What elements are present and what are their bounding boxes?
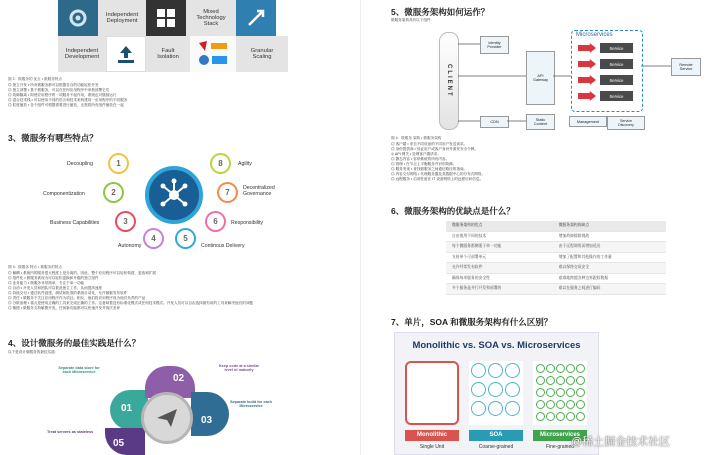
identity-label: Identity Provider	[487, 41, 502, 49]
practice-label-01: Separate data store for each Microservice	[58, 366, 100, 374]
table-cell: 由于远程调用而增加延迟	[553, 242, 666, 253]
q6-heading: 6、微服务架构的优缺点是什么？	[391, 206, 515, 216]
tile-development	[58, 36, 106, 72]
q3-heading: 3、微服务有哪些特点？	[8, 133, 98, 143]
table-cell: 自由使用不同的技术	[446, 231, 553, 242]
tile-technology-label: Mixed Technology Stack	[196, 9, 226, 27]
feature-label-7: Decentralized Governance	[243, 185, 275, 197]
tile-isolation	[146, 36, 190, 72]
practice-num-01: 01	[121, 403, 133, 414]
fig2-line: ◎ 独立开发 • 所有微服务都可以根据各自的功能轻松开发	[8, 83, 99, 87]
tile-icon-gear	[58, 0, 98, 36]
fig4-line: ◎ 静态内容 • 容纳系统的所有内容。	[391, 157, 450, 161]
service-box	[600, 59, 633, 69]
fig2-line: ◎ 混合技术栈 • 可以使用不同的语言和技术来构建同一应用程序的不同服务	[8, 98, 128, 102]
fig4-line: ◎ 服务发现 • 查找微服务之间通信路径的指南。	[391, 167, 468, 171]
service-label: Service	[609, 77, 624, 83]
microservices-shape	[533, 361, 587, 425]
feature-label-2: Componentization	[43, 191, 85, 197]
feature-num-2: 2	[105, 184, 122, 201]
management-box	[569, 116, 607, 127]
center-hub	[145, 166, 203, 224]
table-cell: 每个微服务都侧重于单一功能	[446, 242, 553, 253]
fig2-line: ◎ 独立部署 • 基于微服务，可以在任何应用程序中单独部署它们	[8, 88, 110, 92]
feature-num-6: 6	[207, 213, 224, 230]
practices-figure	[47, 360, 295, 455]
table-cell: 增加了配置和其他操作的工作量	[553, 252, 666, 263]
table-cell: 支持单个可部署单元	[446, 252, 553, 263]
tile-icon-tech-logos	[190, 36, 236, 72]
fig3-line: ◎ 分散治理 • 重点是使用正确的工具来完成正确的工作。这意味着没有标准化模式或任何技术模式。开发人员可以自由选择最有用的工具来解决他们的问题	[8, 301, 254, 305]
fig4-line: ◎ 身份提供商 • 验证用户或客户身份并颁发安全令牌。	[391, 147, 478, 151]
fig3-line: ◎ 持续交付 • 通过软件创建，测试和批准的系统自动化，允许频繁发布软件	[8, 291, 128, 295]
features-figure	[43, 148, 325, 258]
tile-deployment-label: Independent Deployment	[105, 12, 139, 24]
feature-label-3: Business Capabilities	[50, 220, 100, 226]
fig2-caption: 图 2：微服务的 优点 • 微服务特点	[8, 77, 62, 81]
tile-deployment	[98, 0, 146, 36]
feature-num-1: 1	[110, 155, 127, 172]
grid-icon	[155, 7, 177, 29]
fig2-list	[8, 83, 338, 108]
upload-icon	[115, 43, 137, 65]
fig3-line: ◎ 敏捷 • 微服务支持敏捷开发。任何新功能都可以快速开发并再次丢弃	[8, 306, 121, 310]
fig4-list	[391, 142, 691, 182]
tile-scaling	[236, 36, 288, 72]
service-box	[600, 91, 633, 101]
practice-num-02: 02	[173, 373, 185, 384]
practice-label-05: Treat servers as stateless	[47, 430, 94, 434]
feature-label-5: Continous Delivery	[201, 243, 245, 249]
practice-label-03: Separate build for each Microservice	[230, 400, 272, 408]
table-cell: 难以在服务之间进行编码	[553, 284, 666, 295]
feature-label-4: Autonomy	[118, 243, 142, 249]
practice-num-05: 05	[113, 438, 125, 449]
table-row	[446, 252, 666, 263]
fig4-line: ◎ 内容交付网络 • 代理服务器及其数据中心的分布式网络。	[391, 172, 486, 176]
fig3-line: ◎ 自治 • 开发人员和团队可以彼此独立工作，从而提高速度	[8, 286, 103, 290]
fig3-list	[8, 271, 344, 311]
fig3-line: ◎ 解耦 • 系统内的服务很大程度上是分离的。因此，整个应用程序可以轻松构建，更改和扩展	[8, 271, 157, 275]
remote-service-label: Remote Service	[679, 63, 693, 71]
tile-development-label: Independent Development	[64, 48, 100, 60]
table-header-cell: 微服务架构的优点	[446, 221, 553, 231]
microservices-title: Microservices	[576, 32, 613, 38]
api-gateway-label: API Gateway	[533, 74, 548, 82]
service-box	[600, 43, 633, 53]
fig2-line: ◎ 故障隔离 • 即使应用程序的一项服务不起作用，系统也可继续运行	[8, 93, 117, 97]
q4-intro: 以下是设计微服务的最佳实践：	[8, 350, 59, 354]
microservices-group	[571, 30, 643, 112]
soa-shape	[469, 361, 523, 425]
service-box	[600, 75, 633, 85]
q7-heading: 7、单片，SOA 和微服务架构有什么区别？	[391, 317, 553, 327]
table-header-row	[446, 221, 666, 231]
gear-icon	[66, 6, 90, 30]
fig3-line: ◎ 业务能力 • 微服务非常简单，专注于单一功能	[8, 281, 85, 285]
tech-logos-icon	[195, 39, 231, 69]
tile-isolation-label: Fault Isolation	[157, 48, 179, 60]
resize-icon	[245, 7, 267, 29]
fig4-line: ◎ API 网关 • 处理客户端请求。	[391, 152, 441, 156]
practice-num-03: 03	[201, 415, 213, 426]
fig4-caption: 图 4：微服务 架构 • 微服务架构	[391, 136, 442, 140]
practice-arc-03	[191, 392, 229, 436]
feature-label-6: Responsibility	[231, 220, 264, 226]
feature-num-7: 7	[219, 184, 236, 201]
feature-num-8: 8	[212, 155, 229, 172]
microservices-label: Microservices	[533, 430, 587, 441]
q4-heading: 4、设计微服务的最佳实践是什么？	[8, 338, 141, 348]
tile-icon-resize	[236, 0, 276, 36]
fig3-line: ◎ 组件化 • 微服务被视为可以轻松更换和升级的独立组件	[8, 276, 99, 280]
tile-technology	[186, 0, 236, 36]
service-label: Service	[609, 61, 624, 67]
paper-plane-icon	[155, 406, 179, 430]
comparison-title: Monolithic vs. SOA vs. Microservices	[412, 340, 581, 351]
table-header-cell: 微服务架构的缺点	[553, 221, 666, 231]
practice-hub	[141, 392, 193, 444]
service-label: Service	[609, 45, 624, 51]
soa-label: SOA	[469, 430, 523, 441]
q5-intro: 微服务架构具有以下组件：	[391, 18, 435, 22]
tile-icon-grid	[146, 0, 186, 36]
table-row	[446, 242, 666, 253]
tile-scaling-label: Granular Scaling	[250, 48, 274, 60]
fig2-line: ◎ 粒度缩放 • 各个组件可根据需要进行缩放，无需将所有组件缩放在一起	[8, 103, 124, 107]
feature-label-8: Agility	[238, 161, 252, 167]
table-cell: 确保每项服务的安全性	[446, 273, 553, 284]
soa-sub: Coarse-grained	[478, 444, 514, 450]
practice-arc-05	[105, 428, 145, 455]
static-content-label: Static Content	[533, 118, 548, 126]
right-page	[360, 0, 720, 455]
fig4-line: ◎ 管理 • 在节点上平衡服务并识别故障。	[391, 162, 457, 166]
network-hub-icon	[157, 178, 191, 212]
fig3-caption: 图 3：微服务 特点 • 微服务的特点	[8, 265, 62, 269]
table-cell: 增加故障排除挑战	[553, 231, 666, 242]
fig3-line: ◎ 责任 • 微服务不关注应用程序作为项目。相反，他们将应用程序视为他们负责的产品	[8, 296, 146, 300]
table-row	[446, 231, 666, 242]
cdn-label: CDN	[490, 120, 499, 124]
monolithic-sub: Single Unit	[419, 444, 445, 450]
architecture-comparison	[394, 332, 599, 455]
fig4-line: ◎ 客户端 • 来自不同设备的不同用户发送请求。	[391, 142, 468, 146]
architecture-diagram	[391, 26, 711, 132]
tile-icon-upload	[106, 36, 146, 72]
feature-num-3: 3	[117, 213, 134, 230]
monolithic-label: Monolithic	[405, 430, 459, 441]
remote-service-box	[671, 58, 701, 76]
feature-label-1: Decoupling	[67, 161, 93, 167]
service-label: Service	[609, 93, 624, 99]
q5-heading: 5、微服务架构如何运作？	[391, 7, 490, 17]
table-row	[446, 273, 666, 284]
microservices-sub: Fine-grained	[545, 444, 575, 450]
table-row	[446, 263, 666, 274]
table-cell: 艰难地跨越各种边界跟踪数据	[553, 273, 666, 284]
table-cell: 允许经常发布软件	[446, 263, 553, 274]
practice-label-02: Keep code at a similar level of maturity	[218, 364, 260, 372]
management-label: Management	[576, 119, 600, 124]
service-discovery-box	[607, 116, 645, 130]
client-label: CLIENT	[446, 64, 452, 98]
monolithic-shape	[405, 361, 459, 425]
table-cell: 多个服务是并行开发和部署的	[446, 284, 553, 295]
arch-connectors	[391, 26, 711, 132]
table-cell: 难以保持交易安全	[553, 263, 666, 274]
service-arrows	[578, 43, 596, 101]
fig4-line: ◎ 远程服务 • 启用驻留在 IT 设备网络上的远程访问信息。	[391, 177, 484, 181]
advantages-figure	[58, 0, 288, 72]
service-discovery-label: Service Discovery	[618, 119, 634, 127]
watermark: @稀土掘金技术社区	[571, 436, 671, 448]
feature-num-4: 4	[145, 230, 162, 247]
table-row	[446, 284, 666, 295]
feature-num-5: 5	[177, 230, 194, 247]
pros-cons-table	[446, 221, 666, 295]
